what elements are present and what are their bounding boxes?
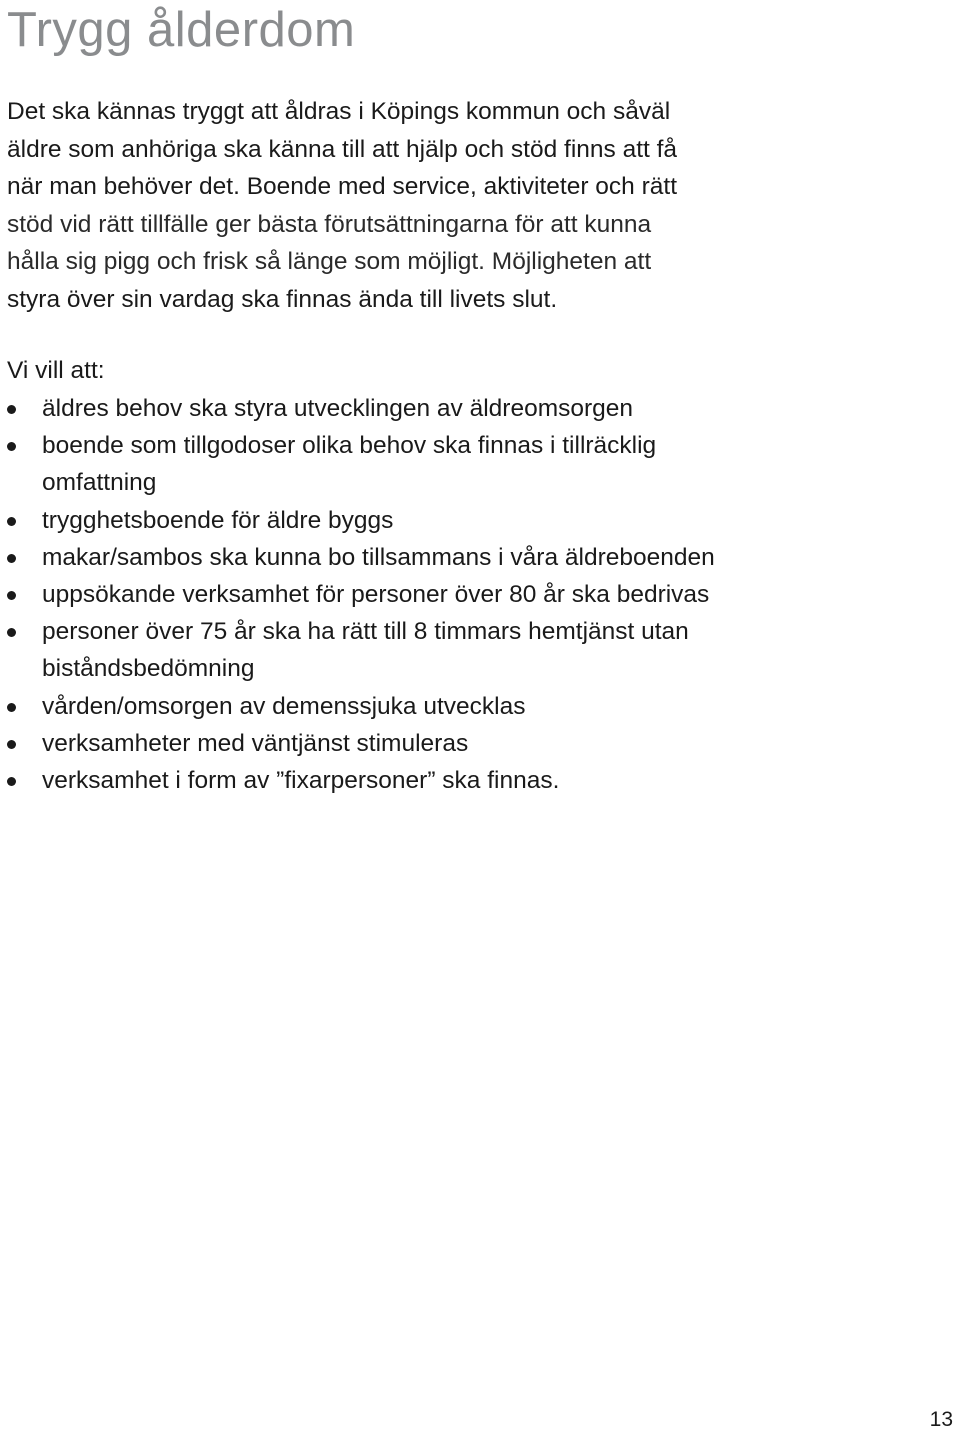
list-item (7, 762, 952, 799)
list-item-text: omfattning (42, 469, 157, 497)
list-item (7, 725, 952, 762)
list-item (7, 502, 952, 539)
list-item-text: makar/sambos ska kunna bo tillsammans i våra äldreboenden (42, 543, 715, 571)
bullet-icon (7, 740, 16, 749)
list-item-text: verksamheter med väntjänst stimuleras (42, 729, 469, 757)
bullet-icon (7, 777, 16, 786)
intro-line: äldre som anhöriga ska känna till att hjälp och stöd finns att få (7, 135, 678, 163)
list-item-text: personer över 75 år ska ha rätt till 8 timmars hemtjänst utan (42, 618, 689, 646)
list-item (7, 613, 952, 687)
list-item (7, 390, 952, 427)
list-item (7, 539, 952, 576)
list-item (7, 427, 952, 501)
bullet-icon (7, 405, 16, 414)
intro-line: styra över sin vardag ska finnas ända till livets slut. (7, 285, 558, 313)
list-item (7, 688, 952, 725)
bullet-icon (7, 554, 16, 563)
list-item-text: trygghetsboende för äldre byggs (42, 506, 394, 534)
list-item-text: vården/omsorgen av demenssjuka utvecklas (42, 692, 526, 720)
intro-line: Det ska kännas tryggt att åldras i Köpings kommun och såväl (7, 98, 671, 125)
page-title: Trygg ålderdom (7, 3, 356, 57)
list-item-text: boende som tillgodoser olika behov ska finnas i tillräcklig (42, 432, 657, 460)
bullet-list (7, 390, 952, 799)
bullet-icon (7, 703, 16, 712)
bullet-icon (7, 517, 16, 526)
bullet-icon (7, 628, 16, 637)
intro-line: hålla sig pigg och frisk så länge som möjligt. Möjligheten att (7, 248, 652, 275)
list-item (7, 576, 952, 613)
list-heading: Vi vill att: (7, 357, 105, 384)
list-item-text: äldres behov ska styra utvecklingen av äldreomsorgen (42, 395, 634, 422)
bullet-icon (7, 442, 16, 451)
bullet-icon (7, 591, 16, 600)
intro-line: stöd vid rätt tillfälle ger bästa förutsättningarna för att kunna (7, 210, 652, 238)
list-item-text: uppsökande verksamhet för personer över 80 år ska bedrivas (42, 581, 710, 609)
list-item-text: verksamhet i form av ”fixarpersoner” ska finnas. (42, 767, 560, 795)
intro-paragraph (7, 93, 952, 318)
list-item-text: biståndsbedömning (42, 655, 255, 683)
intro-line: när man behöver det. Boende med service, aktiviteter och rätt (7, 173, 678, 200)
page-number: 13 (929, 1408, 953, 1431)
